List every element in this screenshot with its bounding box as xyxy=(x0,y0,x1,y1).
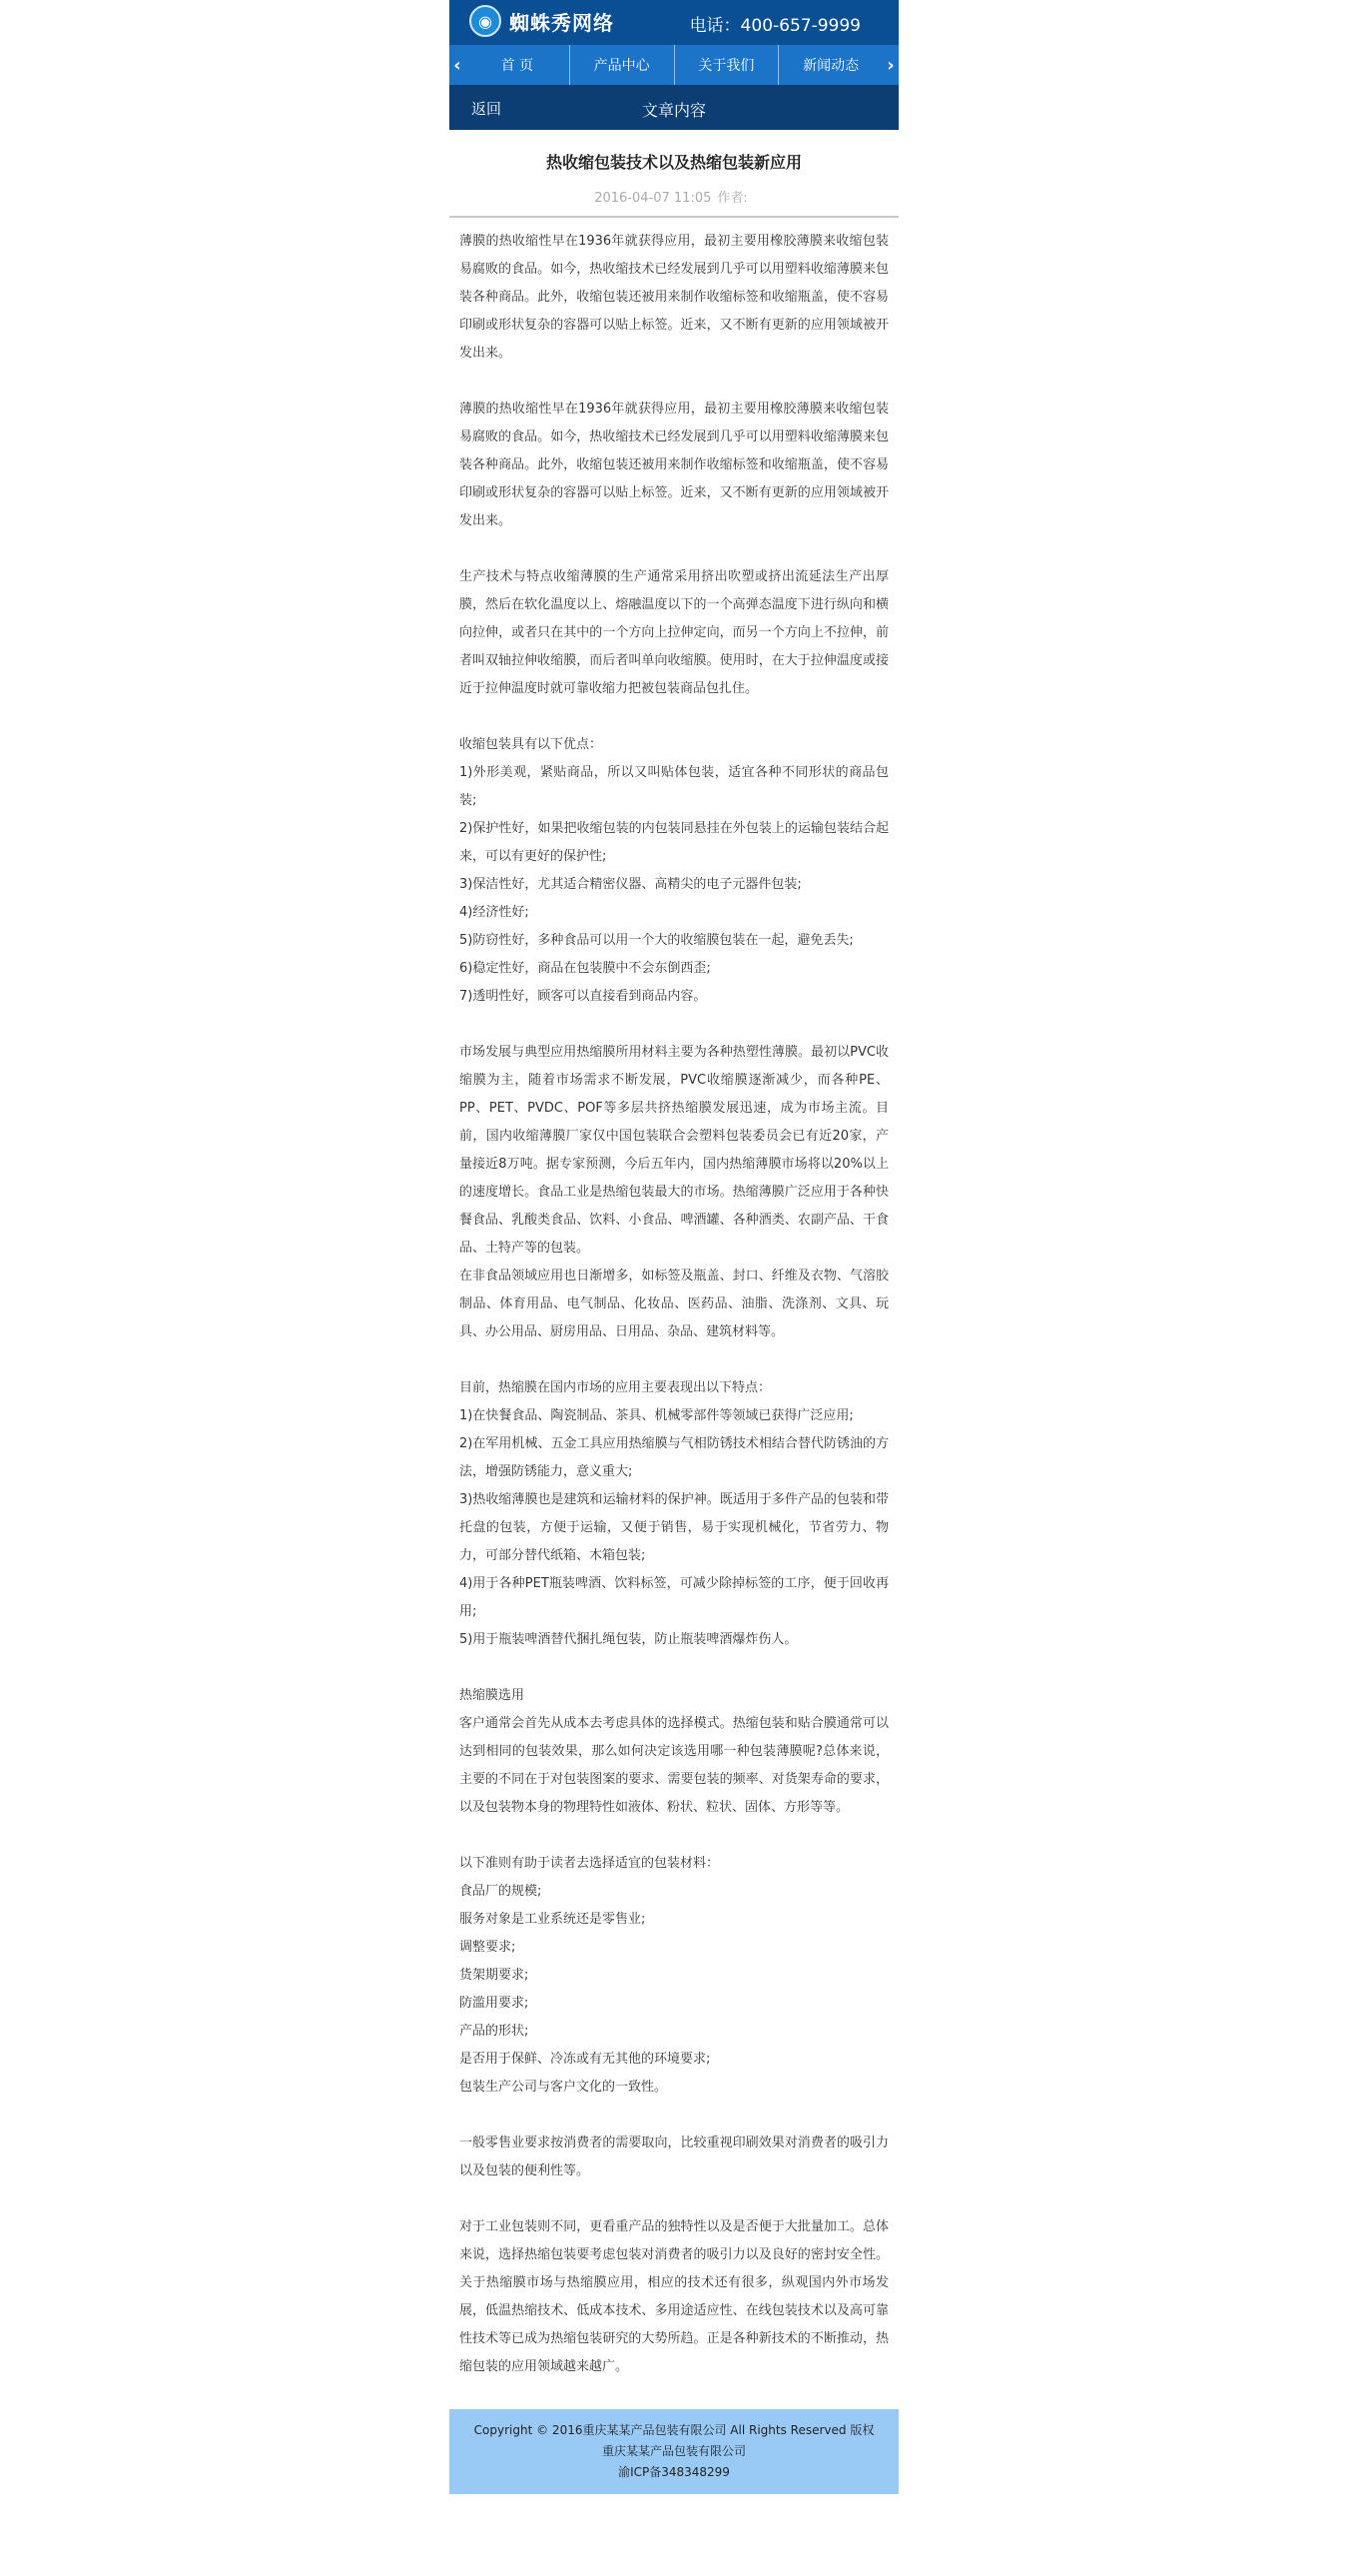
article-paragraph xyxy=(459,1850,889,2102)
footer-copyright: Copyright © 2016重庆某某产品包装有限公司 All Rights Reserved 版权 xyxy=(473,2423,875,2437)
paragraph-line: 4)用于各种PET瓶装啤酒、饮料标签，可减少除掉标签的工序，便于回收再用; xyxy=(459,1576,889,1619)
footer-company: 重庆某某产品包装有限公司 xyxy=(601,2444,746,2458)
article-author: 作者: xyxy=(717,191,748,206)
paragraph-line: 7)透明性好，顾客可以直接看到商品内容。 xyxy=(459,989,707,1004)
nav-prev-arrow-icon[interactable]: ‹ xyxy=(449,45,465,85)
paragraph-line: 防滥用要求; xyxy=(459,1996,529,2011)
article-paragraph xyxy=(459,2213,889,2381)
article-paragraph xyxy=(459,2130,889,2185)
paragraph-line: 以下准则有助于读者去选择适宜的包装材料： xyxy=(459,1856,720,1871)
paragraph-line: 热缩膜选用 xyxy=(459,1688,525,1703)
article-paragraph xyxy=(459,228,889,368)
paragraph-line: 薄膜的热收缩性早在1936年就获得应用，最初主要用橡胶薄膜来收缩包装易腐败的食品。如今，热收缩技术已经发展到几乎可以用塑料收缩薄膜来包装各种商品。此外，收缩包装还被用来制作收缩标签和收缩瓶盖，使不容易印刷或形状复杂的容器可以贴上标签。近来，又不断有更新的应用领域被开发出来。 xyxy=(459,234,889,361)
paragraph-line: 3)热收缩薄膜也是建筑和运输材料的保护神。既适用于多件产品的包装和带托盘的包装，方便于运输，又便于销售，易于实现机械化，节省劳力、物力，可部分替代纸箱、木箱包装; xyxy=(459,1492,889,1563)
site-footer xyxy=(449,2409,899,2494)
paragraph-line: 3)保洁性好，尤其适合精密仪器、高精尖的电子元器件包装; xyxy=(459,877,802,892)
main-nav xyxy=(449,45,899,85)
paragraph-line: 对于工业包装则不同，更看重产品的独特性以及是否便于大批量加工。总体来说，选择热缩包装要考虑包装对消费者的吸引力以及良好的密封安全性。关于热缩膜市场与热缩膜应用，相应的技术还有很多，纵观国内外市场发展，低温热缩技术、低成本技术、多用途适应性、在线包装技术以及高可靠性技术等已成为热缩包装研究的大势所趋。正是各种新技术的不断推动，热缩包装的应用领域越来越广。 xyxy=(459,2219,889,2374)
article-paragraph xyxy=(459,731,889,1011)
site-logo[interactable] xyxy=(469,5,614,37)
nav-item-about[interactable]: 关于我们 xyxy=(674,45,779,85)
nav-items xyxy=(465,45,883,85)
nav-item-products[interactable]: 产品中心 xyxy=(569,45,674,85)
paragraph-line: 客户通常会首先从成本去考虑具体的选择模式。热缩包装和贴合膜通常可以达到相同的包装效果，那么如何决定该选用哪一种包装薄膜呢?总体来说，主要的不同在于对包装图案的要求、需要包装的频率、对货架寿命的要求，以及包装物本身的物理特性如液体、粉状、粒状、固体、方形等等。 xyxy=(459,1716,889,1815)
paragraph-line: 一般零售业要求按消费者的需要取向，比较重视印刷效果对消费者的吸引力以及包装的便利性等。 xyxy=(459,2136,889,2178)
paragraph-line: 产品的形状; xyxy=(459,2024,529,2039)
nav-next-arrow-icon[interactable]: › xyxy=(883,45,899,85)
article-content xyxy=(449,218,899,2381)
article-date: 2016-04-07 11:05 xyxy=(594,191,712,206)
paragraph-line: 服务对象是工业系统还是零售业; xyxy=(459,1912,646,1927)
site-header xyxy=(449,0,899,45)
paragraph-line: 收缩包装具有以下优点： xyxy=(459,737,603,752)
sub-header xyxy=(449,85,899,130)
paragraph-line: 薄膜的热收缩性早在1936年就获得应用，最初主要用橡胶薄膜来收缩包装易腐败的食品。如今，热收缩技术已经发展到几乎可以用塑料收缩薄膜来包装各种商品。此外，收缩包装还被用来制作收缩标签和收缩瓶盖，使不容易印刷或形状复杂的容器可以贴上标签。近来，又不断有更新的应用领域被开发出来。 xyxy=(459,402,889,528)
paragraph-line: 4)经济性好; xyxy=(459,905,529,920)
paragraph-line: 1)在快餐食品、陶瓷制品、茶具、机械零部件等领域已获得广泛应用; xyxy=(459,1408,854,1423)
paragraph-line: 货架期要求; xyxy=(459,1968,529,1983)
paragraph-line: 5)防窃性好，多种食品可以用一个大的收缩膜包装在一起，避免丢失; xyxy=(459,933,854,948)
phone-number[interactable]: 电话：400-657-9999 xyxy=(689,16,861,36)
paragraph-line: 在非食品领域应用也日渐增多，如标签及瓶盖、封口、纤维及衣物、气溶胶制品、体育用品、电气制品、化妆品、医药品、油脂、洗涤剂、文具、玩具、办公用品、厨房用品、日用品、杂品、建筑材料等。 xyxy=(459,1269,889,1339)
footer-icp[interactable]: 渝ICP备348348299 xyxy=(618,2465,730,2479)
article-paragraph xyxy=(459,1682,889,1822)
paragraph-line: 市场发展与典型应用热缩膜所用材料主要为各种热塑性薄膜。最初以PVC收缩膜为主，随着市场需求不断发展，PVC收缩膜逐渐减少，而各种PE、PP、PET、PVDC、POF等多层共挤热缩膜发展迅速，成为市场主流。目前，国内收缩薄膜厂家仅中国包装联合会塑料包装委员会已有近20家，产量接近8万吨。据专家预测，今后五年内，国内热缩薄膜市场将以20%以上的速度增长。食品工业是热缩包装最大的市场。热缩薄膜广泛应用于各种快餐食品、乳酸类食品、饮料、小食品、啤酒罐、各种酒类、农副产品、干食品、土特产等的包装。 xyxy=(459,1045,889,1256)
article-paragraph xyxy=(459,1039,889,1346)
paragraph-line: 调整要求; xyxy=(459,1940,516,1955)
nav-item-home[interactable]: 首 页 xyxy=(500,58,534,74)
brand-name: 蜘蛛秀网络 xyxy=(509,10,614,35)
paragraph-line: 1)外形美观，紧贴商品，所以又叫贴体包装，适宜各种不同形状的商品包装; xyxy=(459,765,889,808)
paragraph-line: 2)保护性好，如果把收缩包装的内包装同悬挂在外包装上的运输包装结合起来，可以有更好的保护性; xyxy=(459,821,889,864)
article-paragraph xyxy=(459,563,889,703)
article-title: 热收缩包装技术以及热缩包装新应用 xyxy=(545,153,802,172)
back-link[interactable]: 返回 xyxy=(471,100,502,118)
paragraph-line: 目前，热缩膜在国内市场的应用主要表现出以下特点： xyxy=(459,1380,772,1395)
sub-header-title: 文章内容 xyxy=(641,101,706,120)
paragraph-line: 5)用于瓶装啤酒替代捆扎绳包装，防止瓶装啤酒爆炸伤人。 xyxy=(459,1632,798,1647)
paragraph-line: 是否用于保鲜、冷冻或有无其他的环境要求; xyxy=(459,2052,711,2067)
paragraph-line: 2)在军用机械、五金工具应用热缩膜与气相防锈技术相结合替代防锈油的方法，增强防锈能力，意义重大; xyxy=(459,1436,889,1479)
paragraph-line: 食品厂的规模; xyxy=(459,1884,542,1899)
article-paragraph xyxy=(459,396,889,535)
article-paragraph xyxy=(459,1374,889,1654)
logo-icon: ◉ xyxy=(469,5,501,37)
paragraph-line: 包装生产公司与客户文化的一致性。 xyxy=(459,2080,668,2095)
mobile-page xyxy=(449,0,899,2494)
paragraph-line: 生产技术与特点收缩薄膜的生产通常采用挤出吹塑或挤出流延法生产出厚膜，然后在软化温度以上、熔融温度以下的一个高弹态温度下进行纵向和横向拉伸，或者只在其中的一个方向上拉伸定向，而另一个方向上不拉伸，前者叫双轴拉伸收缩膜，而后者叫单向收缩膜。使用时，在大于拉伸温度或接近于拉伸温度时就可靠收缩力把被包装商品包扎住。 xyxy=(459,569,889,696)
paragraph-line: 6)稳定性好，商品在包装膜中不会东倒西歪; xyxy=(459,961,711,976)
nav-item-news[interactable]: 新闻动态 xyxy=(778,45,883,85)
article-meta xyxy=(449,187,899,218)
